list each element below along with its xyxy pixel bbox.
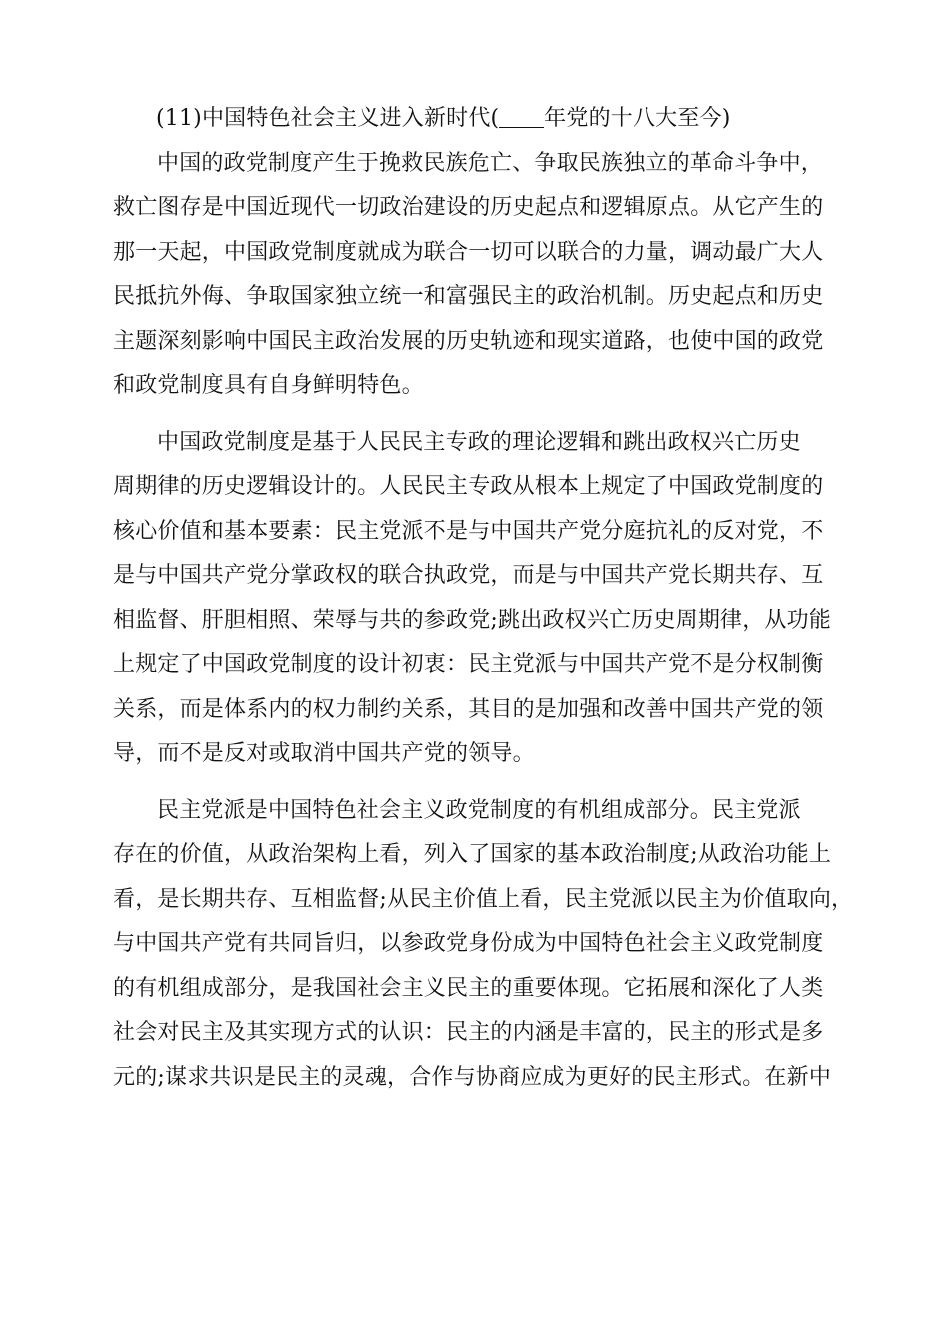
paragraph-line: 社会对民主及其实现方式的认识：民主的内涵是丰富的，民主的形式是多 bbox=[113, 1020, 824, 1045]
heading-suffix: 年党的十八大至今) bbox=[544, 106, 731, 131]
heading-prefix: (11)中国特色社会主义进入新时代( bbox=[156, 106, 500, 131]
paragraph-line: 中国政党制度是基于人民民主专政的理论逻辑和跳出政权兴亡历史 bbox=[157, 429, 801, 455]
paragraph-line: 与中国共产党有共同旨归，以参政党身份成为中国特色社会主义政党制度 bbox=[113, 931, 824, 956]
paragraph-gap bbox=[113, 409, 835, 421]
paragraph-line: 民抵抗外侮、争取国家独立统一和富强民主的政治机制。历史起点和历史 bbox=[113, 284, 824, 309]
paragraph-line: 元的;谋求共识是民主的灵魂，合作与协商应成为更好的民主形式。在新中 bbox=[113, 1064, 832, 1090]
paragraph-line: 相监督、肝胆相照、荣辱与共的参政党;跳出政权兴亡历史周期律，从功能 bbox=[113, 607, 832, 633]
paragraph-line: 中国的政党制度产生于挽救民族危亡、争取民族独立的革命斗争中， bbox=[157, 150, 824, 176]
paragraph-line: 上规定了中国政党制度的设计初衷：民主党派与中国共产党不是分权制衡 bbox=[113, 652, 824, 677]
paragraph-line: 核心价值和基本要素：民主党派不是与中国共产党分庭抗礼的反对党，不 bbox=[113, 518, 824, 544]
paragraph-line: 关系，而是体系内的权力制约关系，其目的是加强和改善中国共产党的领 bbox=[113, 696, 824, 722]
paragraph-2 bbox=[113, 421, 835, 777]
paragraph-3 bbox=[113, 789, 854, 1101]
section-heading bbox=[113, 97, 835, 142]
paragraph-line: 民主党派是中国特色社会主义政党制度的有机组成部分。民主党派 bbox=[157, 797, 801, 823]
paragraph-1 bbox=[113, 142, 835, 409]
paragraph-line: 主题深刻影响中国民主政治发展的历史轨迹和现实道路，也使中国的政党 bbox=[113, 328, 824, 354]
paragraph-line: 救亡图存是中国近现代一切政治建设的历史起点和逻辑原点。从它产生的 bbox=[113, 195, 824, 220]
paragraph-line: 和政党制度具有自身鲜明特色。 bbox=[113, 373, 424, 398]
paragraph-line: 导，而不是反对或取消中国共产党的领导。 bbox=[113, 741, 535, 766]
document-body bbox=[113, 97, 854, 1100]
paragraph-line: 周期律的历史逻辑设计的。人民民主专政从根本上规定了中国政党制度的 bbox=[113, 474, 824, 499]
paragraph-line: 那一天起，中国政党制度就成为联合一切可以联合的力量，调动最广大人 bbox=[113, 239, 824, 265]
paragraph-line: 存在的价值，从政治架构上看，列入了国家的基本政治制度;从政治功能上 bbox=[113, 842, 832, 867]
paragraph-gap bbox=[113, 777, 835, 789]
paragraph-line: 的有机组成部分，是我国社会主义民主的重要体现。它拓展和深化了人类 bbox=[113, 975, 824, 1001]
paragraph-line: 看，是长期共存、互相监督;从民主价值上看，民主党派以民主为价值取向， bbox=[113, 886, 854, 912]
paragraph-line: 是与中国共产党分掌政权的联合执政党，而是与中国共产党长期共存、互 bbox=[113, 563, 824, 588]
heading-blank bbox=[499, 103, 544, 128]
